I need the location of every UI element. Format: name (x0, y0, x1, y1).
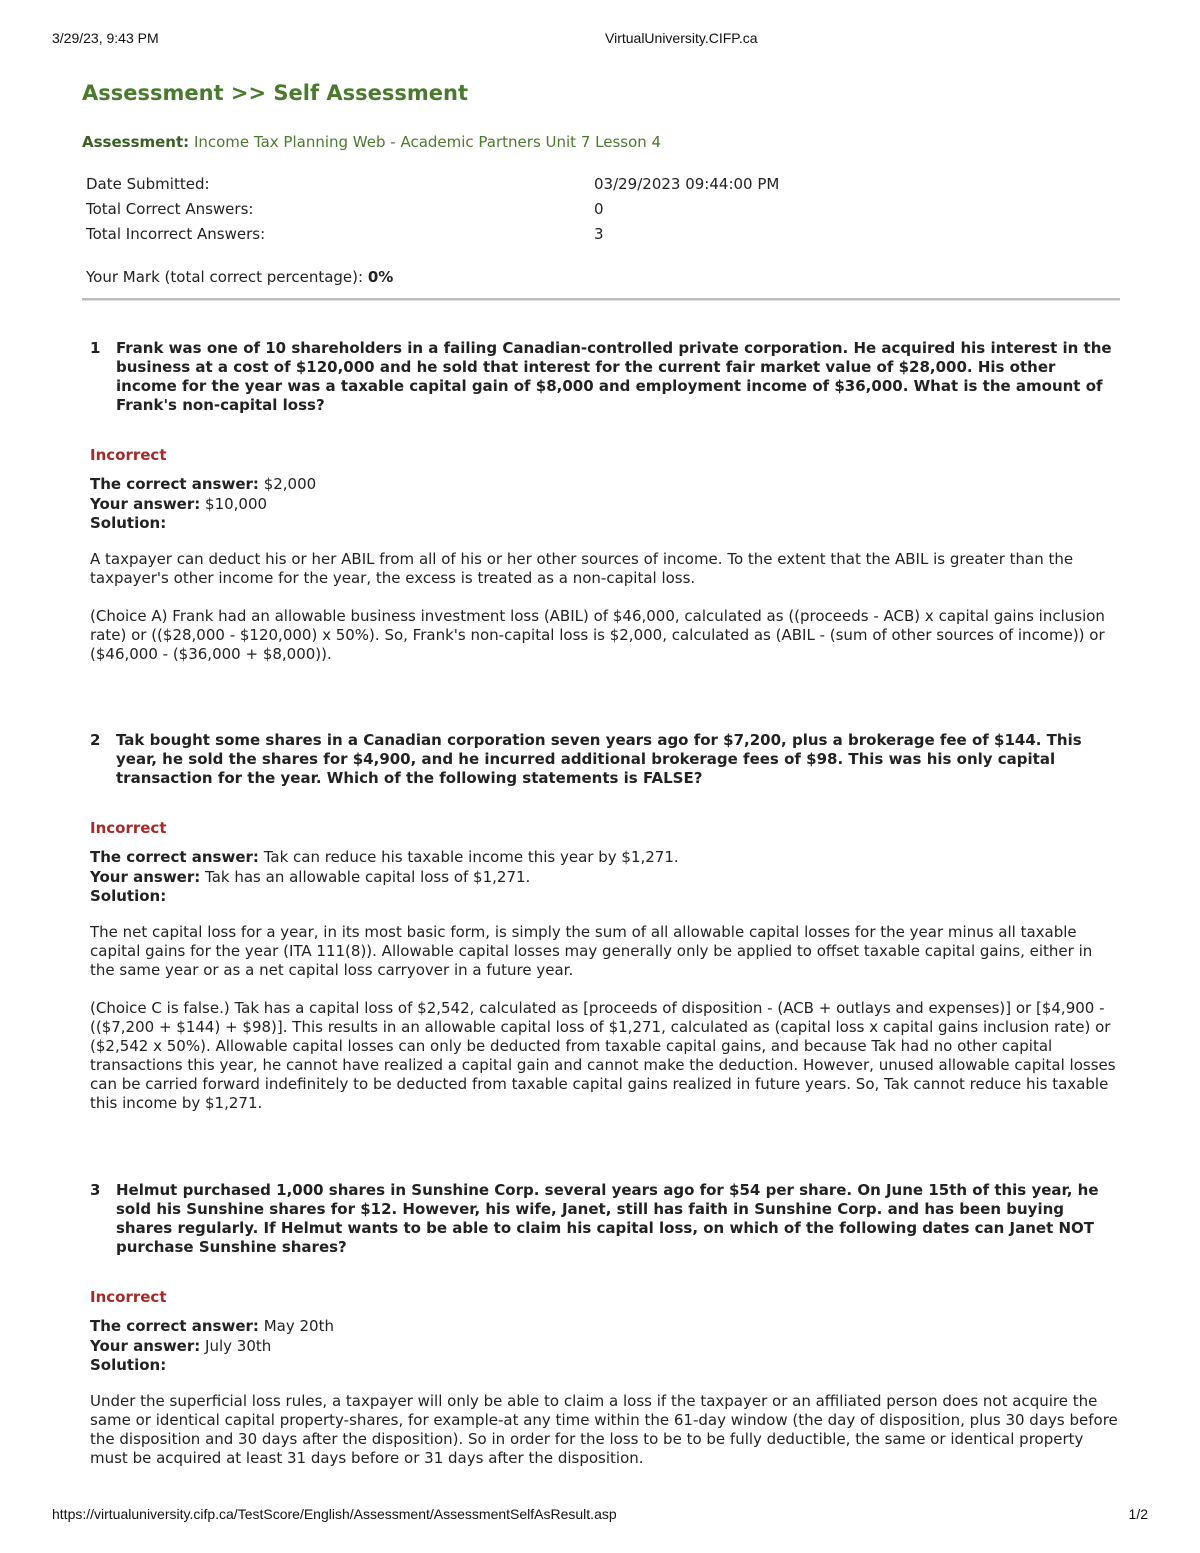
print-footer (52, 1506, 1148, 1526)
solution-paragraph: The net capital loss for a year, in its most basic form, is simply the sum of all allowable capital losses for the year minus all taxable capital gains for the year (ITA 111(8)). Allowable capital losses may generally only be applied to offset taxable capital gains, either in the same year or as a net capital loss carryover in a future year. (90, 922, 1093, 979)
solution-paragraph: Under the superficial loss rules, a taxpayer will only be able to claim a loss if the taxpayer or an affiliated person does not acquire the same or identical capital property-shares, for example-at any time within the 61-day window (the day of disposition, plus 30 days before the disposition and 30 days after the disposition). So in order for the loss to be to be fully deductible, the same or identical property must be acquired at least 31 days before or 31 days after the disposition. (90, 1391, 1118, 1467)
date-submitted-label: Date Submitted: (86, 175, 210, 193)
mark-value: 0% (367, 268, 394, 286)
page-url: https://virtualuniversity.cifp.ca/TestScore/English/Assessment/AssessmentSelfAsResult.asp (52, 1506, 617, 1522)
question-number: 1 (90, 339, 101, 357)
your-answer-label: Your answer: (90, 867, 201, 886)
question-text: Frank was one of 10 shareholders in a failing Canadian-controlled private corporation. He acquired his interest in the business at a cost of $120,000 and he sold that interest for the current fair market value of $28,000. His other income for the year was a taxable capital gain of $8,000 and employment income of $36,000. What is the amount of Frank's non-capital loss? (116, 339, 1112, 414)
solution-label: Solution: (90, 514, 167, 532)
answer-block (82, 1317, 1120, 1376)
solution-paragraph: A taxpayer can deduct his or her ABIL from all of his or her other sources of income. To the extent that the ABIL is greater than the taxpayer's other income for the year, the excess is treated as a non-capital loss. (90, 549, 1074, 587)
question-number: 2 (90, 731, 101, 749)
question-1 (82, 339, 1120, 683)
correct-answer: $2,000 (263, 475, 317, 493)
summary-table (82, 172, 783, 247)
correct-answer-label: The correct answer: (90, 475, 259, 493)
summary-row (82, 222, 783, 247)
assessment-line (82, 132, 1120, 152)
assessment-name: Income Tax Planning Web - Academic Partners Unit 7 Lesson 4 (193, 133, 662, 151)
correct-answer-label: The correct answer: (90, 1317, 259, 1335)
solution-label: Solution: (90, 1356, 167, 1374)
correct-answer: Tak can reduce his taxable income this year by $1,271. (263, 848, 679, 866)
your-answer: $10,000 (205, 494, 268, 513)
question-text: Helmut purchased 1,000 shares in Sunshine Corp. several years ago for $54 per share. On June 15th of this year, he sold his Sunshine shares for $12. However, his wife, Janet, still has faith in Sunshine Corp. and has been buying shares regularly. If Helmut wants to be able to claim his capital loss, on which of the following dates can Janet NOT purchase Sunshine shares? (116, 1181, 1099, 1256)
total-incorrect-value: 3 (594, 225, 604, 243)
solution-text (82, 923, 1120, 1113)
answer-block (82, 848, 1120, 907)
print-header (52, 30, 1148, 50)
verdict-incorrect: Incorrect (90, 446, 167, 464)
assessment-label: Assessment: (82, 133, 190, 151)
your-answer-label: Your answer: (90, 1336, 201, 1355)
correct-answer: May 20th (263, 1317, 334, 1335)
mark-line (82, 267, 1120, 287)
answer-block (82, 475, 1120, 534)
date-submitted-value: 03/29/2023 09:44:00 PM (594, 175, 780, 193)
total-incorrect-label: Total Incorrect Answers: (86, 225, 266, 243)
question-header (82, 1181, 1120, 1257)
summary-row (82, 197, 783, 222)
correct-answer-label: The correct answer: (90, 848, 259, 866)
mark-label: Your Mark (total correct percentage): (86, 268, 364, 286)
page-number: 1/2 (1128, 1506, 1148, 1522)
your-answer: July 30th (205, 1336, 272, 1355)
main-content (82, 78, 1120, 301)
your-answer: Tak has an allowable capital loss of $1,271. (205, 867, 531, 886)
solution-paragraph: (Choice C is false.) Tak has a capital loss of $2,542, calculated as [proceeds of disposition - (ACB + outlays and expenses)] or [$4,900 - (($7,200 + $144) + $98)]. This results in an allowable capital loss of $1,271, calculated as (capital loss x capital gains inclusion rate) or ($2,542 x 50%). Allowable capital losses can only be deducted from taxable capital gains, and because Tak had no other capital transactions this year, he cannot have realized a capital gain and cannot make the deduction. However, unused allowable capital losses can be carried forward indefinitely to be deducted from taxable capital gains realized in future years. So, Tak cannot reduce his taxable this income by $1,271. (90, 998, 1116, 1112)
question-number: 3 (90, 1181, 101, 1199)
print-site: VirtualUniversity.CIFP.ca (605, 30, 758, 46)
page-title: Assessment >> Self Assessment (82, 81, 469, 105)
your-answer-label: Your answer: (90, 494, 201, 513)
summary-row (82, 172, 783, 197)
divider (82, 298, 1120, 301)
solution-text (82, 1392, 1120, 1468)
solution-paragraph: (Choice A) Frank had an allowable business investment loss (ABIL) of $46,000, calculated as ((proceeds - ACB) x capital gains inclusion rate) or (($28,000 - $120,000) x 50%). So, Frank's non-capital loss is $2,000, calculated as (ABIL - (sum of other sources of income)) or ($46,000 - ($36,000 + $8,000)). (90, 606, 1105, 663)
print-datetime: 3/29/23, 9:43 PM (52, 30, 159, 46)
question-text: Tak bought some shares in a Canadian corporation seven years ago for $7,200, plus a brokerage fee of $144. This year, he sold the shares for $4,900, and he incurred additional brokerage fees of $98. This was his only capital transaction for the year. Which of the following statements is FALSE? (116, 731, 1082, 787)
question-2 (82, 731, 1120, 1132)
total-correct-label: Total Correct Answers: (86, 200, 254, 218)
question-3 (82, 1181, 1120, 1487)
question-header (82, 731, 1120, 788)
total-correct-value: 0 (594, 200, 604, 218)
verdict-incorrect: Incorrect (90, 1288, 167, 1306)
solution-text (82, 550, 1120, 664)
verdict-incorrect: Incorrect (90, 819, 167, 837)
solution-label: Solution: (90, 887, 167, 905)
question-header (82, 339, 1120, 415)
